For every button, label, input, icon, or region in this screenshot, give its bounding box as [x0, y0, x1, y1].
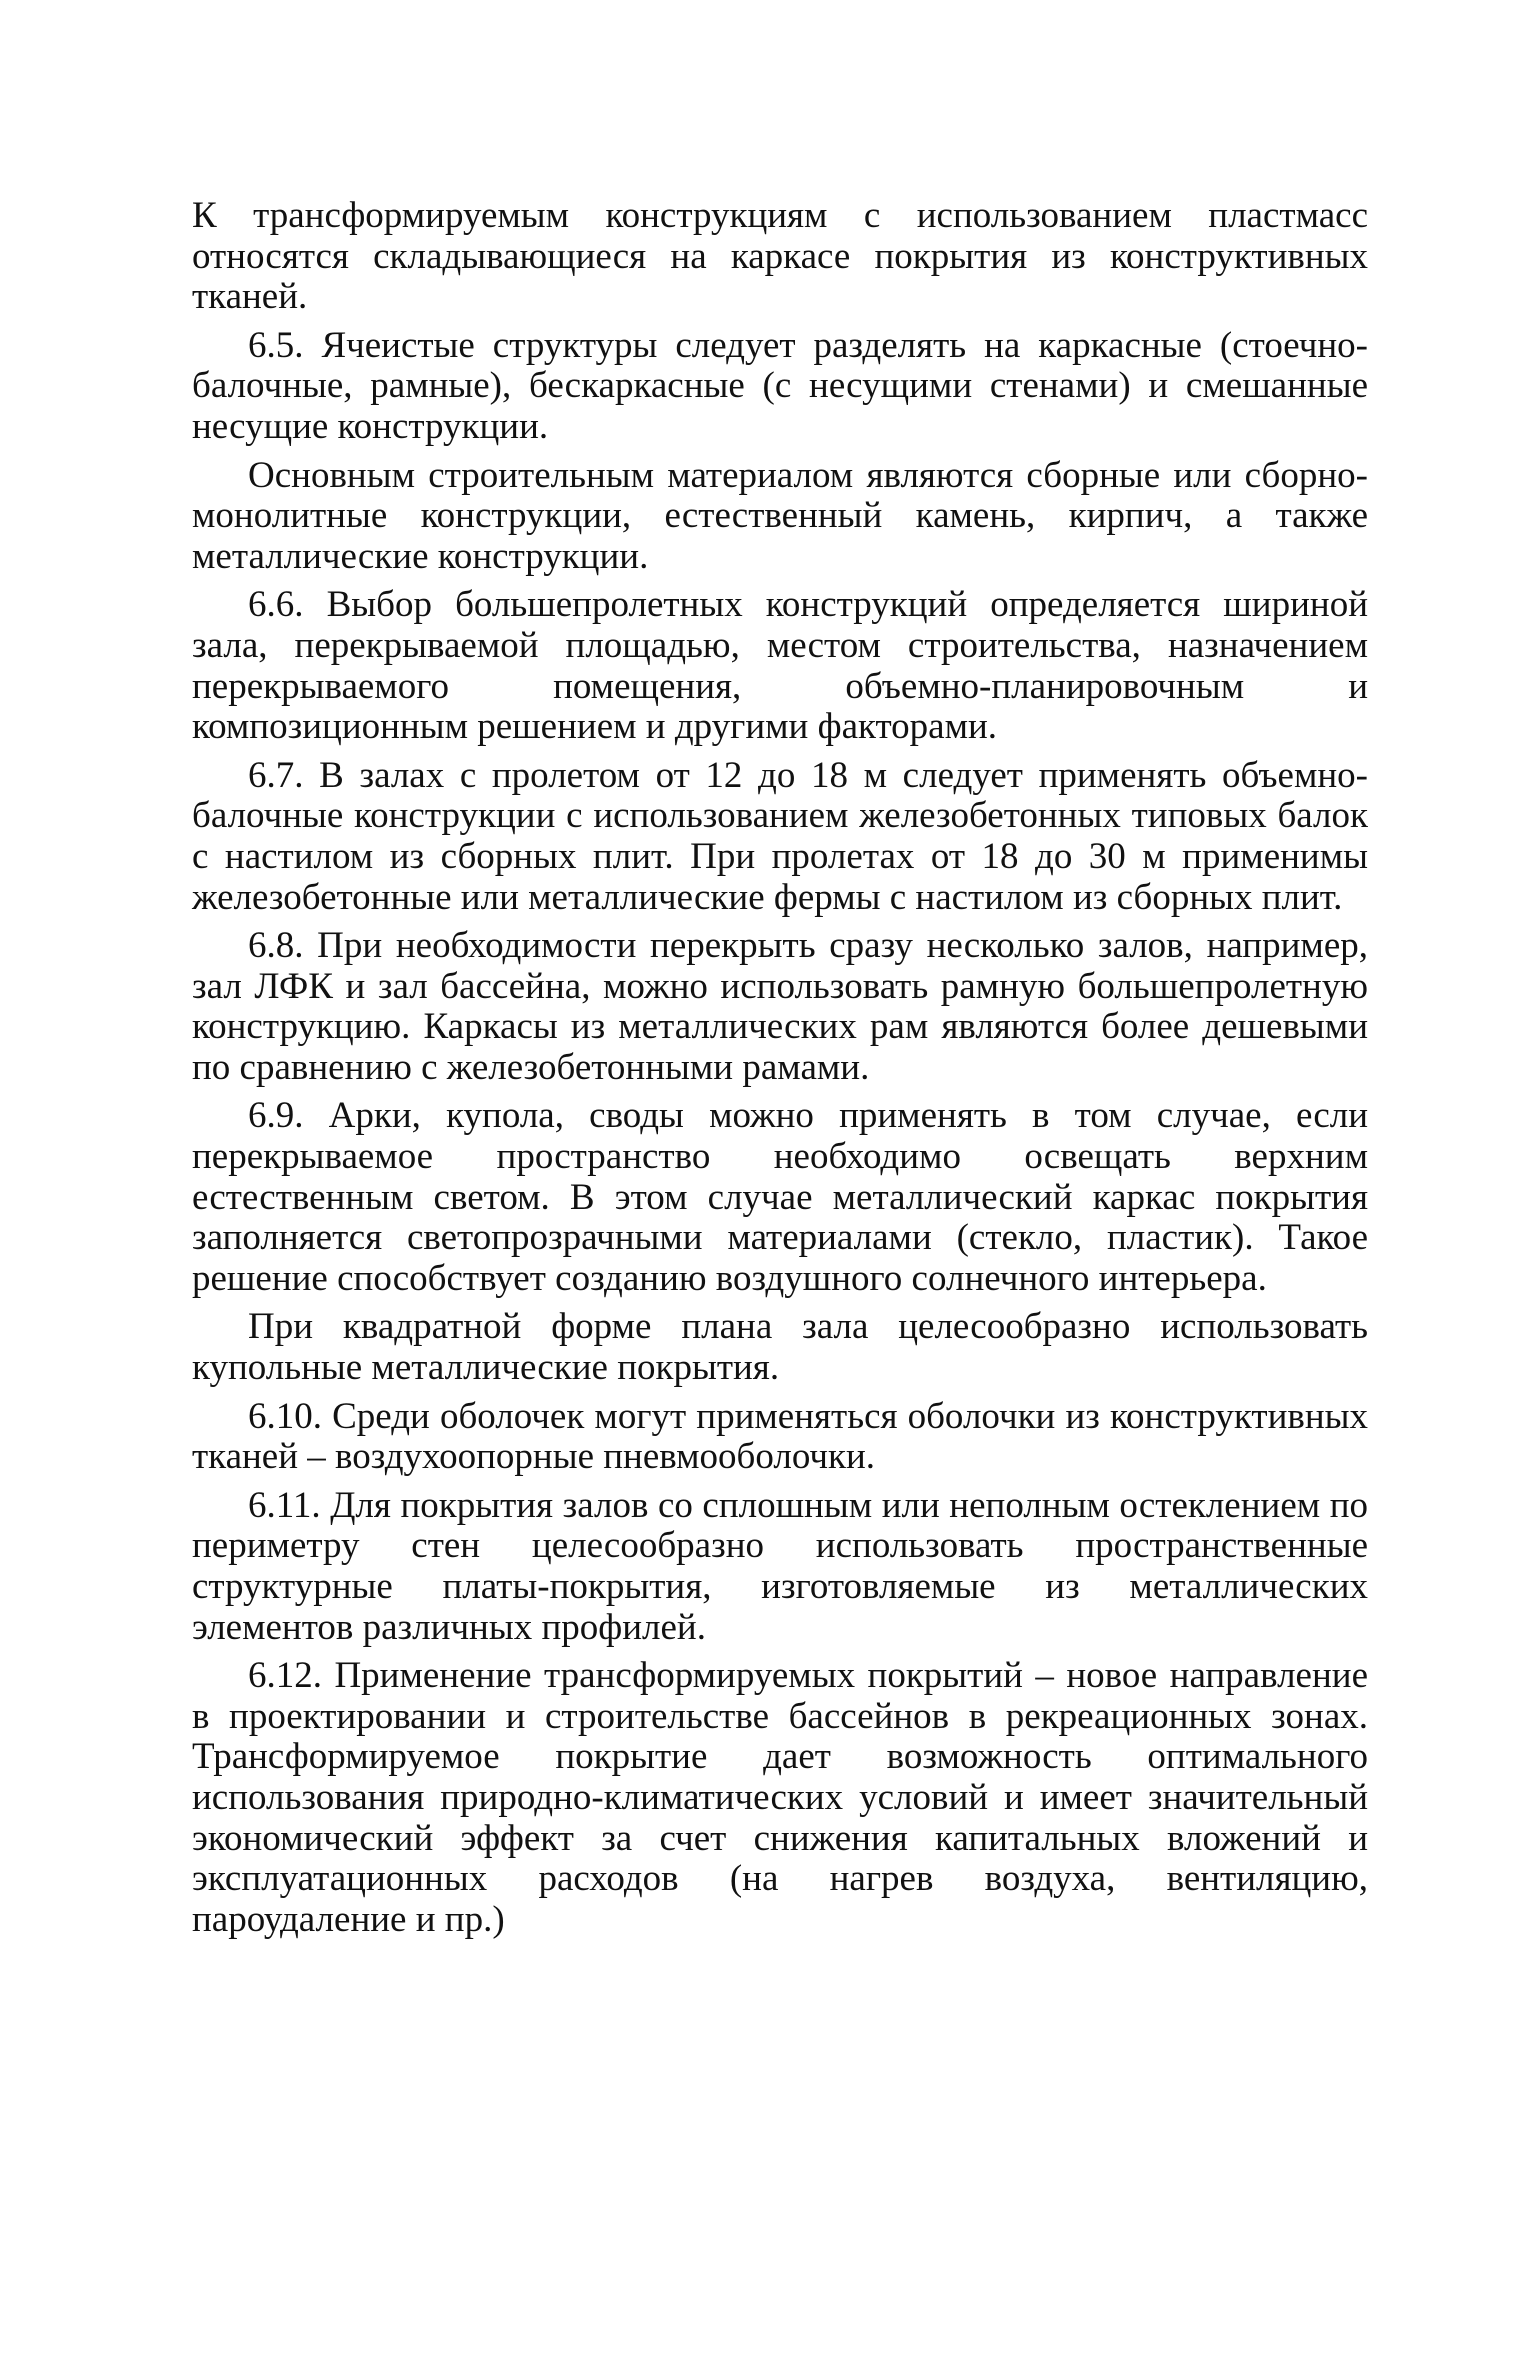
paragraph-number: 6.6.	[248, 584, 304, 626]
paragraph-text: При квадратной форме плана зала целесообразно использовать купольные металлические покрытия.	[192, 1306, 1368, 1389]
paragraph-6-7	[192, 756, 1368, 918]
paragraph-text: В залах с пролетом от 12 до 18 м следует применять объемно-балочные конструкции с использованием железобетонных типовых балок с настилом из сборных плит. При пролетах от 18 до 30 м применимы железобетонные или металлические фермы с настилом из сборных плит.	[192, 754, 1368, 918]
paragraph-6-12	[192, 1656, 1368, 1940]
paragraph-number: 6.5.	[248, 324, 304, 366]
document-page	[192, 196, 1368, 1940]
paragraph-6-6	[192, 585, 1368, 747]
paragraph-6-10	[192, 1397, 1368, 1478]
paragraph-text: Основным строительным материалом являются сборные или сборно-монолитные конструкции, естественный камень, кирпич, а также металлические конструкции.	[192, 454, 1368, 577]
paragraph-number: 6.7.	[248, 754, 304, 796]
paragraph-number: 6.12.	[248, 1655, 322, 1697]
paragraph-materials	[192, 456, 1368, 578]
paragraph-number: 6.8.	[248, 925, 304, 967]
paragraph-text: К трансформируемым конструкциям с использованием пластмасс относятся складывающиеся на каркасе покрытия из конструктивных тканей.	[192, 195, 1368, 318]
paragraph-6-8	[192, 926, 1368, 1088]
paragraph-text: При необходимости перекрыть сразу несколько залов, например, зал ЛФК и зал бассейна, можно использовать рамную большепролетную конструкцию. Каркасы из металлических рам являются более дешевыми по сравнению с железобетонными рамами.	[192, 925, 1368, 1088]
paragraph-6-11	[192, 1486, 1368, 1648]
paragraph-text: Арки, купола, своды можно применять в том случае, если перекрываемое пространство необходимо освещать верхним естественным светом. В этом случае металлический каркас покрытия заполняется светопрозрачными материалами (стекло, пластик). Такое решение способствует созданию воздушного солнечного интерьера.	[192, 1095, 1369, 1299]
paragraph-number: 6.10.	[248, 1395, 322, 1437]
paragraph-text: Ячеистые структуры следует разделять на каркасные (стоечно-балочные, рамные), бескаркасные (с несущими стенами) и смешанные несущие конструкции.	[192, 324, 1369, 447]
paragraph-number: 6.11.	[248, 1484, 321, 1526]
paragraph-text: Для покрытия залов со сплошным или неполным остеклением по периметру стен целесообразно использовать пространственные структурные платы-покрытия, изготовляемые из металлических элементов различных профилей.	[192, 1484, 1369, 1648]
paragraph-text: Применение трансформируемых покрытий – новое направление в проектировании и строительстве бассейнов в рекреационных зонах. Трансформируемое покрытие дает возможность оптимального использования природно-климатических условий и имеет значительный экономический эффект за счет снижения капитальных вложений и эксплуатационных расходов (на нагрев воздуха, вентиляцию, пароудаление и пр.)	[192, 1655, 1369, 1940]
paragraph-number: 6.9.	[248, 1095, 304, 1137]
paragraph-square-plan	[192, 1307, 1368, 1388]
paragraph-6-5	[192, 326, 1368, 448]
paragraph-6-9	[192, 1096, 1368, 1299]
paragraph-text: Среди оболочек могут применяться оболочки из конструктивных тканей – воздухоопорные пневмооболочки.	[192, 1395, 1369, 1478]
paragraph-text: Выбор большепролетных конструкций определяется шириной зала, перекрываемой площадью, местом строительства, назначением перекрываемого помещения, объемно-планировочным и композиционным решением и другими факторами.	[192, 584, 1368, 748]
paragraph-intro	[192, 196, 1368, 318]
